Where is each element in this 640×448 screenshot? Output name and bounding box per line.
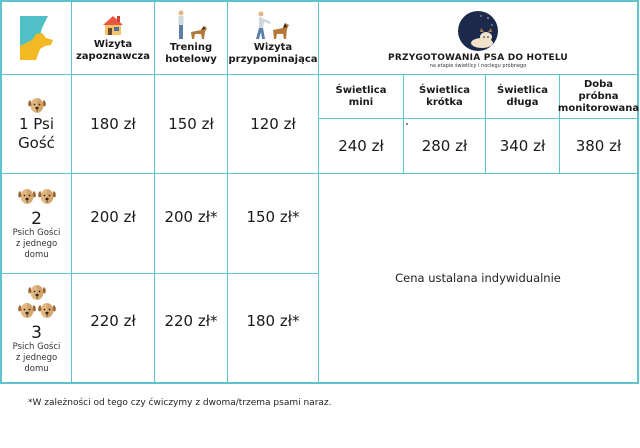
subheader-label: krótka xyxy=(426,96,463,108)
header-trening-hotelowy xyxy=(155,2,227,74)
dog-face-icon xyxy=(37,186,57,206)
row-label-number: 3 xyxy=(31,322,42,343)
price-cell: 180 zł xyxy=(90,115,136,133)
price-cell: 120 zł xyxy=(250,115,296,133)
hotel-price-cell: 240 zł xyxy=(338,137,384,155)
hotel-price-cell: 380 zł xyxy=(575,137,622,155)
row-label-number: 2 xyxy=(31,209,42,229)
subheader-label: próbna xyxy=(578,90,619,102)
subheader-swietlica-krotka xyxy=(404,75,485,118)
price-cell: 200 zł xyxy=(90,208,136,226)
subheader-label: Świetlica xyxy=(419,84,470,96)
header-label: hotelowy xyxy=(165,54,217,65)
hotel-price-cell: 280 zł xyxy=(421,137,468,155)
dog-face-icon xyxy=(27,95,47,115)
header-wizyta-przypominajaca xyxy=(228,2,318,74)
row-label-3-dogs xyxy=(2,274,71,382)
dog-face-icon xyxy=(27,282,47,302)
row-label-text: Psich Gości xyxy=(12,228,61,238)
individual-price-cell: Cena ustalana indywidualnie xyxy=(395,271,561,285)
subheader-label: Doba xyxy=(583,78,614,90)
row-label-text: z jednego xyxy=(15,239,58,249)
house-icon xyxy=(101,14,125,36)
dog-silhouette-logo-icon xyxy=(20,16,54,60)
subheader-label: mini xyxy=(348,96,374,108)
subheader-label: monitorowana xyxy=(557,102,640,114)
person-petting-dog-icon xyxy=(253,10,293,40)
row-label-text: domu xyxy=(24,250,49,260)
stray-dot xyxy=(406,123,408,125)
price-cell: 180 zł* xyxy=(246,312,300,330)
subheader-swietlica-dluga xyxy=(486,75,559,118)
header-label: Wizyta xyxy=(253,42,293,53)
subheader-label: Świetlica xyxy=(497,84,548,96)
subheader-label: długa xyxy=(506,96,539,108)
row-label-text: Psich Gości xyxy=(12,341,61,352)
moon-night-dog-icon xyxy=(456,9,500,53)
row-label-text: Gość xyxy=(18,134,55,152)
subheader-doba-probna xyxy=(557,75,640,118)
header-label: przypominająca xyxy=(228,54,318,65)
header-przygotowania-psa-do-hotelu xyxy=(319,2,637,74)
price-cell: 220 zł xyxy=(90,312,136,330)
row-label-2-dogs xyxy=(2,174,71,273)
dog-icons xyxy=(17,186,57,210)
hotel-subtitle: na etapie świetlicy i noclegu próbnego xyxy=(429,63,527,69)
dog-face-icon xyxy=(17,186,37,206)
price-cell: 150 zł xyxy=(168,115,214,133)
dog-face-icon xyxy=(37,300,57,320)
header-label: zapoznawcza xyxy=(75,50,151,62)
header-label: Wizyta xyxy=(93,38,133,50)
dog-face-icon xyxy=(17,300,37,320)
price-cell: 150 zł* xyxy=(246,208,300,226)
row-label-text: domu xyxy=(24,363,49,374)
price-cell: 220 zł* xyxy=(164,312,218,330)
hotel-price-cell: 340 zł xyxy=(499,137,546,155)
header-wizyta-zapoznawcza xyxy=(72,2,154,74)
person-with-dog-icon xyxy=(174,10,208,40)
price-cell: 200 zł* xyxy=(164,208,218,226)
row-label-1-dog xyxy=(2,75,71,173)
row-label-text: 1 Psi xyxy=(18,115,55,133)
logo-cell xyxy=(2,2,71,74)
dog-icons xyxy=(17,300,57,324)
footnote: *W zależności od tego czy ćwiczymy z dwoma/trzema psami naraz. xyxy=(28,398,332,408)
subheader-swietlica-mini xyxy=(319,75,403,118)
subheader-label: Świetlica xyxy=(335,84,387,96)
header-label: Trening xyxy=(169,42,213,53)
hotel-title: PRZYGOTOWANIA PSA DO HOTELU xyxy=(388,53,568,63)
row-label-text: z jednego xyxy=(15,352,58,363)
